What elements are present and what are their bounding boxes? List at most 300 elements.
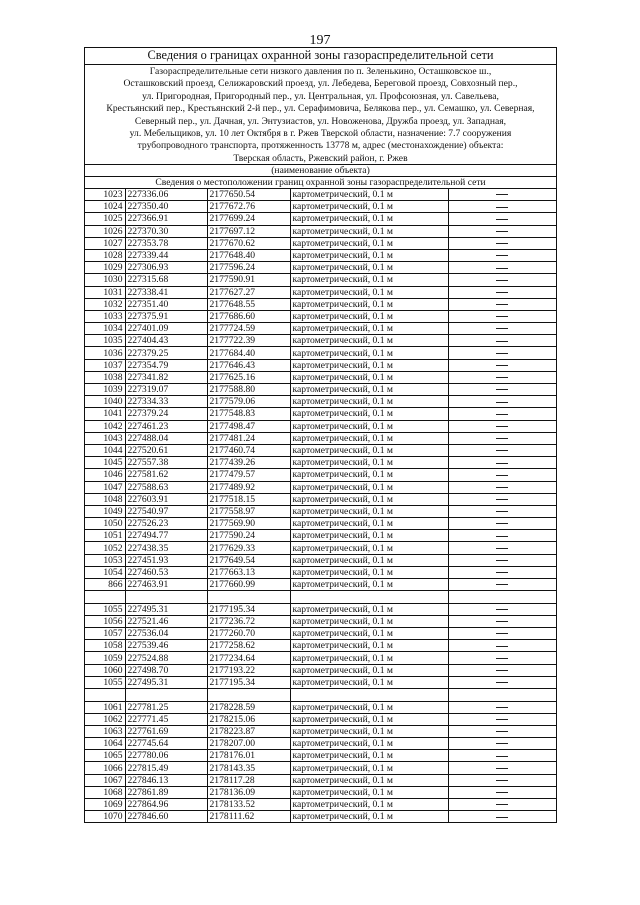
coordinate-x: 227351.40	[125, 298, 207, 310]
dash-mark	[496, 341, 508, 342]
table-row	[85, 396, 556, 408]
point-number: 1034	[85, 323, 125, 335]
determination-method: картометрический, 0.1 м	[290, 530, 448, 542]
table-row	[85, 542, 556, 554]
coordinate-x: 227353.78	[125, 237, 207, 249]
coordinate-x: 227557.38	[125, 457, 207, 469]
coordinate-x: 227861.89	[125, 786, 207, 798]
point-number: 1063	[85, 725, 125, 737]
dash-mark	[496, 463, 508, 464]
determination-method: картометрический, 0.1 м	[290, 335, 448, 347]
coordinate-y: 2177646.43	[207, 359, 290, 371]
description-dash	[448, 530, 556, 542]
determination-method: картометрический, 0.1 м	[290, 384, 448, 396]
coordinate-y: 2177699.24	[207, 213, 290, 225]
dash-mark	[496, 389, 508, 390]
coordinate-x: 227815.49	[125, 762, 207, 774]
description-dash	[448, 664, 556, 676]
description-dash	[448, 786, 556, 798]
dash-mark	[496, 243, 508, 244]
description-dash	[448, 725, 556, 737]
dash-mark	[496, 426, 508, 427]
determination-method: картометрический, 0.1 м	[290, 225, 448, 237]
table-row	[85, 811, 556, 823]
point-number: 1053	[85, 554, 125, 566]
description-line: трубопроводного транспорта, протяженность 13778 м, адрес (местонахождение) объекта:	[137, 140, 504, 152]
description-dash	[448, 518, 556, 530]
point-number: 1058	[85, 640, 125, 652]
description-dash	[448, 676, 556, 688]
point-number: 1066	[85, 762, 125, 774]
determination-method: картометрический, 0.1 м	[290, 750, 448, 762]
table-row	[85, 432, 556, 444]
table-row	[85, 237, 556, 249]
point-number: 1040	[85, 396, 125, 408]
description-dash	[448, 274, 556, 286]
coordinate-y: 2177660.99	[207, 579, 290, 591]
determination-method: картометрический, 0.1 м	[290, 518, 448, 530]
coordinate-y: 2177650.54	[207, 189, 290, 201]
coordinate-y: 2177684.40	[207, 347, 290, 359]
object-description	[85, 65, 556, 164]
coordinate-x: 227524.88	[125, 652, 207, 664]
determination-method: картометрический, 0.1 м	[290, 213, 448, 225]
description-dash	[448, 335, 556, 347]
determination-method: картометрический, 0.1 м	[290, 469, 448, 481]
coordinate-x: 227846.60	[125, 811, 207, 823]
coordinate-x: 227438.35	[125, 542, 207, 554]
point-number: 1025	[85, 213, 125, 225]
coordinate-y: 2178223.87	[207, 725, 290, 737]
dash-mark	[496, 646, 508, 647]
coordinate-x: 227463.91	[125, 579, 207, 591]
coordinate-x: 227761.69	[125, 725, 207, 737]
coordinate-x: 227864.96	[125, 799, 207, 811]
dash-mark	[496, 414, 508, 415]
coordinate-y: 2177579.06	[207, 396, 290, 408]
table-row	[85, 554, 556, 566]
empty-cell	[85, 591, 125, 604]
dash-mark	[496, 572, 508, 573]
coordinate-y: 2177724.59	[207, 323, 290, 335]
determination-method: картометрический, 0.1 м	[290, 432, 448, 444]
dash-mark	[496, 804, 508, 805]
description-dash	[448, 554, 556, 566]
dash-mark	[496, 792, 508, 793]
determination-method: картометрический, 0.1 м	[290, 274, 448, 286]
dash-mark	[496, 487, 508, 488]
coordinate-x: 227366.91	[125, 213, 207, 225]
coordinate-y: 2177588.80	[207, 384, 290, 396]
coordinate-x: 227336.06	[125, 189, 207, 201]
empty-cell	[290, 689, 448, 702]
point-number: 1056	[85, 615, 125, 627]
coordinate-y: 2178215.06	[207, 713, 290, 725]
point-number: 1057	[85, 628, 125, 640]
description-dash	[448, 811, 556, 823]
table-row	[85, 676, 556, 688]
description-dash	[448, 444, 556, 456]
point-number: 1041	[85, 408, 125, 420]
empty-cell	[125, 591, 207, 604]
coordinate-x: 227781.25	[125, 701, 207, 713]
table-row	[85, 530, 556, 542]
determination-method: картометрический, 0.1 м	[290, 493, 448, 505]
description-dash	[448, 640, 556, 652]
coordinate-y: 2177489.92	[207, 481, 290, 493]
determination-method: картометрический, 0.1 м	[290, 457, 448, 469]
coordinate-x: 227780.06	[125, 750, 207, 762]
coordinate-x: 227339.44	[125, 249, 207, 261]
empty-cell	[448, 591, 556, 604]
determination-method: картометрический, 0.1 м	[290, 603, 448, 615]
table-row	[85, 652, 556, 664]
coordinate-x: 227379.25	[125, 347, 207, 359]
dash-mark	[496, 365, 508, 366]
point-number: 1032	[85, 298, 125, 310]
dash-mark	[496, 328, 508, 329]
point-number: 1029	[85, 262, 125, 274]
determination-method: картометрический, 0.1 м	[290, 640, 448, 652]
coordinate-x: 227536.04	[125, 628, 207, 640]
determination-method: картометрический, 0.1 м	[290, 762, 448, 774]
determination-method: картометрический, 0.1 м	[290, 249, 448, 261]
coordinate-x: 227495.31	[125, 676, 207, 688]
determination-method: картометрический, 0.1 м	[290, 505, 448, 517]
coordinate-y: 2178176.01	[207, 750, 290, 762]
description-dash	[448, 225, 556, 237]
table-row	[85, 725, 556, 737]
dash-mark	[496, 743, 508, 744]
dash-mark	[496, 255, 508, 256]
table-row	[85, 323, 556, 335]
coordinate-x: 227846.13	[125, 774, 207, 786]
description-line: Северный пер., ул. Дачная, ул. Энтузиастов, ул. Новоженова, Дружба проезд, ул. Западная,	[134, 115, 507, 127]
coordinate-y: 2177686.60	[207, 310, 290, 322]
point-number: 1062	[85, 713, 125, 725]
determination-method: картометрический, 0.1 м	[290, 444, 448, 456]
coordinate-x: 227370.30	[125, 225, 207, 237]
coordinate-y: 2177629.33	[207, 542, 290, 554]
coordinate-y: 2177498.47	[207, 420, 290, 432]
coordinate-y: 2177648.40	[207, 249, 290, 261]
determination-method: картометрический, 0.1 м	[290, 310, 448, 322]
description-dash	[448, 237, 556, 249]
point-number: 1060	[85, 664, 125, 676]
dash-mark	[496, 280, 508, 281]
description-dash	[448, 603, 556, 615]
determination-method: картометрический, 0.1 м	[290, 396, 448, 408]
description-line: Газораспределительные сети низкого давления по п. Зеленькино, Осташковское ш.,	[149, 66, 492, 77]
point-number: 1055	[85, 676, 125, 688]
coordinate-y: 2177460.74	[207, 444, 290, 456]
dash-mark	[496, 353, 508, 354]
empty-cell	[85, 689, 125, 702]
empty-cell	[125, 689, 207, 702]
dash-mark	[496, 316, 508, 317]
group-separator-row	[85, 591, 556, 604]
determination-method: картометрический, 0.1 м	[290, 579, 448, 591]
coordinate-x: 227354.79	[125, 359, 207, 371]
description-line: Осташковский проезд, Селижаровский проезд, ул. Лебедева, Береговой проезд, Совхозный пер.,	[123, 78, 518, 90]
dash-mark	[496, 633, 508, 634]
table-row	[85, 225, 556, 237]
coordinate-x: 227581.62	[125, 469, 207, 481]
table-row	[85, 469, 556, 481]
dash-mark	[496, 560, 508, 561]
determination-method: картометрический, 0.1 м	[290, 701, 448, 713]
table-row	[85, 481, 556, 493]
description-dash	[448, 505, 556, 517]
coordinate-y: 2178117.28	[207, 774, 290, 786]
description-dash	[448, 396, 556, 408]
determination-method: картометрический, 0.1 м	[290, 811, 448, 823]
coordinate-x: 227539.46	[125, 640, 207, 652]
coordinate-y: 2177234.64	[207, 652, 290, 664]
dash-mark	[496, 219, 508, 220]
point-number: 1059	[85, 652, 125, 664]
determination-method: картометрический, 0.1 м	[290, 420, 448, 432]
determination-method: картометрический, 0.1 м	[290, 554, 448, 566]
description-dash	[448, 371, 556, 383]
group-separator-row	[85, 689, 556, 702]
description-dash	[448, 469, 556, 481]
dash-mark	[496, 584, 508, 585]
description-dash	[448, 579, 556, 591]
table-row	[85, 603, 556, 615]
coordinate-x: 227745.64	[125, 738, 207, 750]
coordinate-y: 2177260.70	[207, 628, 290, 640]
table-row	[85, 774, 556, 786]
description-line: Тверская область, Ржевский район, г. Ржев	[233, 152, 408, 164]
point-number: 1035	[85, 335, 125, 347]
coordinate-y: 2178111.62	[207, 811, 290, 823]
point-number: 1046	[85, 469, 125, 481]
coordinate-x: 227488.04	[125, 432, 207, 444]
determination-method: картометрический, 0.1 м	[290, 408, 448, 420]
description-dash	[448, 713, 556, 725]
point-number: 1050	[85, 518, 125, 530]
coordinate-y: 2177479.57	[207, 469, 290, 481]
table-row	[85, 566, 556, 578]
point-number: 1055	[85, 603, 125, 615]
point-number: 1028	[85, 249, 125, 261]
coordinate-y: 2178207.00	[207, 738, 290, 750]
description-dash	[448, 628, 556, 640]
empty-cell	[448, 689, 556, 702]
determination-method: картометрический, 0.1 м	[290, 652, 448, 664]
determination-method: картометрический, 0.1 м	[290, 566, 448, 578]
description-dash	[448, 750, 556, 762]
determination-method: картометрический, 0.1 м	[290, 786, 448, 798]
point-number: 1036	[85, 347, 125, 359]
coordinate-x: 227495.31	[125, 603, 207, 615]
coordinate-x: 227526.23	[125, 518, 207, 530]
table-row	[85, 664, 556, 676]
coordinate-y: 2177195.34	[207, 603, 290, 615]
table-row	[85, 359, 556, 371]
dash-mark	[496, 268, 508, 269]
determination-method: картометрический, 0.1 м	[290, 664, 448, 676]
description-line: ул. Мебельщиков, ул. 10 лет Октября в г. Ржев Тверской области, назначение: 7.7 сооружения	[129, 128, 512, 140]
table-row	[85, 213, 556, 225]
coordinate-y: 2177481.24	[207, 432, 290, 444]
dash-mark	[496, 719, 508, 720]
determination-method: картометрический, 0.1 м	[290, 347, 448, 359]
table-row	[85, 750, 556, 762]
coordinate-y: 2177627.27	[207, 286, 290, 298]
dash-mark	[496, 450, 508, 451]
coordinate-x: 227494.77	[125, 530, 207, 542]
coordinate-x: 227520.61	[125, 444, 207, 456]
coordinate-y: 2177518.15	[207, 493, 290, 505]
point-number: 1043	[85, 432, 125, 444]
point-number: 1051	[85, 530, 125, 542]
dash-mark	[496, 707, 508, 708]
coordinate-x: 227451.93	[125, 554, 207, 566]
coordinate-y: 2177590.24	[207, 530, 290, 542]
empty-cell	[290, 591, 448, 604]
point-number: 1067	[85, 774, 125, 786]
coordinate-y: 2177258.62	[207, 640, 290, 652]
dash-mark	[496, 475, 508, 476]
point-number: 866	[85, 579, 125, 591]
table-row	[85, 579, 556, 591]
coordinate-x: 227461.23	[125, 420, 207, 432]
determination-method: картометрический, 0.1 м	[290, 201, 448, 213]
description-dash	[448, 432, 556, 444]
dash-mark	[496, 207, 508, 208]
page-number: 197	[309, 33, 331, 48]
coordinate-y: 2177648.55	[207, 298, 290, 310]
point-number: 1047	[85, 481, 125, 493]
coordinate-x: 227588.63	[125, 481, 207, 493]
coordinates-table	[85, 189, 556, 823]
dash-mark	[496, 402, 508, 403]
coordinate-x: 227771.45	[125, 713, 207, 725]
point-number: 1030	[85, 274, 125, 286]
coordinate-x: 227521.46	[125, 615, 207, 627]
dash-mark	[496, 670, 508, 671]
coordinate-x: 227334.33	[125, 396, 207, 408]
dash-mark	[496, 304, 508, 305]
coordinate-x: 227375.91	[125, 310, 207, 322]
coordinate-y: 2177649.54	[207, 554, 290, 566]
determination-method: картометрический, 0.1 м	[290, 262, 448, 274]
description-dash	[448, 738, 556, 750]
coordinate-x: 227315.68	[125, 274, 207, 286]
point-number: 1031	[85, 286, 125, 298]
coordinate-y: 2178133.52	[207, 799, 290, 811]
coordinate-y: 2177596.24	[207, 262, 290, 274]
coordinate-y: 2178136.09	[207, 786, 290, 798]
table-row	[85, 335, 556, 347]
coordinate-y: 2177193.22	[207, 664, 290, 676]
point-number: 1049	[85, 505, 125, 517]
description-dash	[448, 542, 556, 554]
table-row	[85, 408, 556, 420]
table-row	[85, 286, 556, 298]
table-row	[85, 347, 556, 359]
table-row	[85, 518, 556, 530]
coordinate-y: 2178228.59	[207, 701, 290, 713]
determination-method: картометрический, 0.1 м	[290, 713, 448, 725]
point-number: 1068	[85, 786, 125, 798]
determination-method: картометрический, 0.1 м	[290, 189, 448, 201]
coordinate-y: 2177697.12	[207, 225, 290, 237]
dash-mark	[496, 511, 508, 512]
section-title: Сведения о местоположении границ охранной зоны газораспределительной сети	[85, 177, 556, 189]
table-row	[85, 249, 556, 261]
description-dash	[448, 566, 556, 578]
point-number: 1044	[85, 444, 125, 456]
coordinate-y: 2178143.35	[207, 762, 290, 774]
determination-method: картометрический, 0.1 м	[290, 615, 448, 627]
description-dash	[448, 359, 556, 371]
point-number: 1026	[85, 225, 125, 237]
table-row	[85, 420, 556, 432]
description-dash	[448, 298, 556, 310]
dash-mark	[496, 817, 508, 818]
determination-method: картометрический, 0.1 м	[290, 676, 448, 688]
dash-mark	[496, 731, 508, 732]
description-dash	[448, 408, 556, 420]
point-number: 1042	[85, 420, 125, 432]
coordinate-x: 227540.97	[125, 505, 207, 517]
coordinate-x: 227319.07	[125, 384, 207, 396]
description-dash	[448, 201, 556, 213]
table-row	[85, 493, 556, 505]
determination-method: картометрический, 0.1 м	[290, 359, 448, 371]
dash-mark	[496, 621, 508, 622]
description-dash	[448, 762, 556, 774]
coordinate-y: 2177590.91	[207, 274, 290, 286]
table-row	[85, 371, 556, 383]
table-row	[85, 274, 556, 286]
determination-method: картометрический, 0.1 м	[290, 738, 448, 750]
coordinate-x: 227350.40	[125, 201, 207, 213]
table-row	[85, 189, 556, 201]
description-dash	[448, 420, 556, 432]
description-dash	[448, 701, 556, 713]
coordinate-x: 227460.53	[125, 566, 207, 578]
empty-cell	[207, 591, 290, 604]
table-row	[85, 310, 556, 322]
description-dash	[448, 457, 556, 469]
table-row	[85, 615, 556, 627]
description-dash	[448, 652, 556, 664]
dash-mark	[496, 536, 508, 537]
dash-mark	[496, 194, 508, 195]
dash-mark	[496, 548, 508, 549]
determination-method: картометрический, 0.1 м	[290, 286, 448, 298]
determination-method: картометрический, 0.1 м	[290, 323, 448, 335]
dash-mark	[496, 658, 508, 659]
point-number: 1069	[85, 799, 125, 811]
table-row	[85, 640, 556, 652]
coordinate-x: 227379.24	[125, 408, 207, 420]
point-number: 1048	[85, 493, 125, 505]
coordinate-x: 227306.93	[125, 262, 207, 274]
coordinate-y: 2177236.72	[207, 615, 290, 627]
coordinate-y: 2177569.90	[207, 518, 290, 530]
point-number: 1061	[85, 701, 125, 713]
description-dash	[448, 493, 556, 505]
dash-mark	[496, 780, 508, 781]
point-number: 1070	[85, 811, 125, 823]
table-row	[85, 384, 556, 396]
document-title: Сведения о границах охранной зоны газораспределительной сети	[85, 48, 556, 65]
